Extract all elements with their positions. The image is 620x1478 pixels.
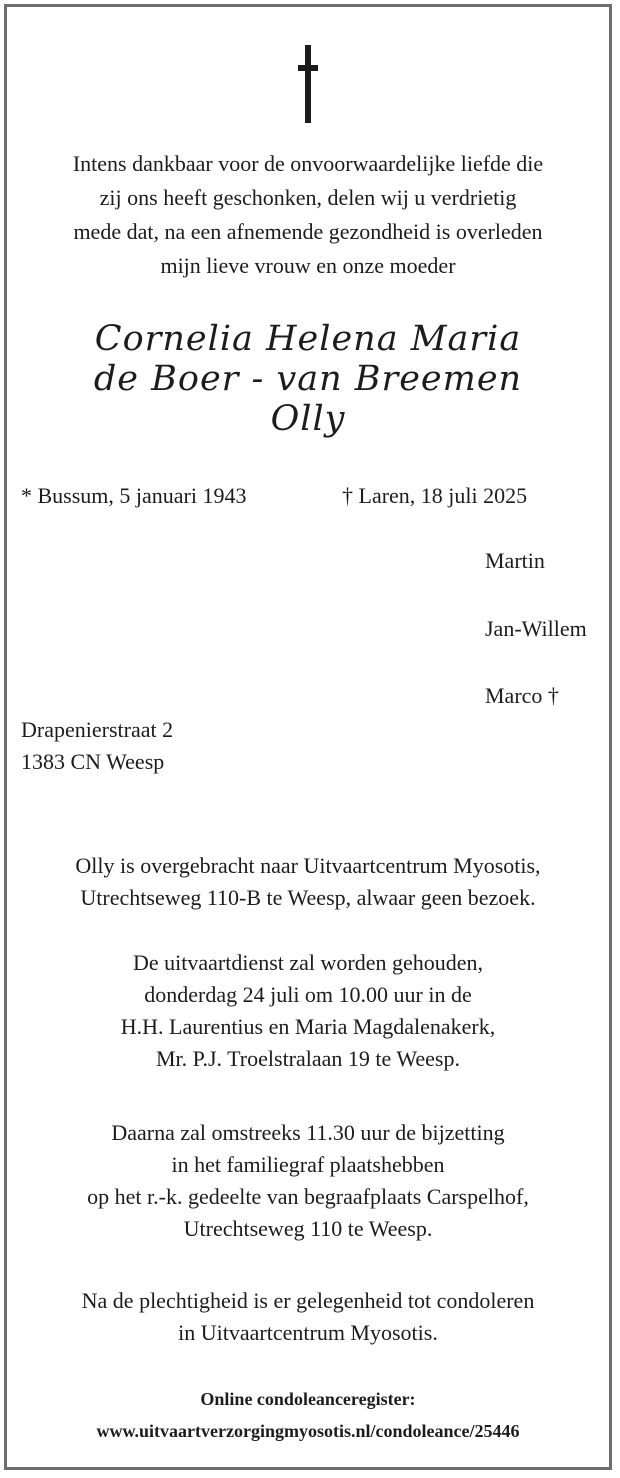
name-line: Olly <box>270 399 346 439</box>
intro-line: Intens dankbaar voor de onvoorwaardelijke liefde die <box>72 151 544 176</box>
address <box>21 714 173 778</box>
online-register-link[interactable]: www.uitvaartverzorgingmyosotis.nl/condoleance/25446 <box>96 1421 520 1441</box>
transfer-paragraph <box>7 850 609 914</box>
paragraph-line: H.H. Laurentius en Maria Magdalenakerk, <box>120 1014 496 1039</box>
intro-text <box>7 147 609 283</box>
burial-paragraph <box>7 1117 609 1245</box>
name-line: Cornelia Helena Maria <box>94 319 522 359</box>
address-line: Drapenierstraat 2 <box>21 717 174 742</box>
paragraph-line: in het familiegraf plaatshebben <box>171 1152 445 1177</box>
birth-date: * Bussum, 5 januari 1943 <box>21 483 247 508</box>
paragraph-line: donderdag 24 juli om 10.00 uur in de <box>144 982 472 1007</box>
paragraph-line: Daarna zal omstreeks 11.30 uur de bijzetting <box>111 1120 505 1145</box>
address-line: 1383 CN Weesp <box>21 749 165 774</box>
intro-line: zij ons heeft geschonken, delen wij u verdrietig <box>99 185 517 210</box>
child-name: Martin <box>485 548 545 573</box>
online-register-label: Online condoleanceregister: <box>200 1389 416 1409</box>
paragraph-line: Utrechtseweg 110 te Weesp. <box>183 1216 433 1241</box>
paragraph-line: Mr. P.J. Troelstralaan 19 te Weesp. <box>156 1046 460 1071</box>
paragraph-line: De uitvaartdienst zal worden gehouden, <box>132 950 484 975</box>
paragraph-line: Na de plechtigheid is er gelegenheid tot condoleren <box>81 1288 535 1313</box>
service-paragraph <box>7 947 609 1075</box>
child-name: Marco † <box>485 683 559 708</box>
paragraph-line: Olly is overgebracht naar Uitvaartcentrum Myosotis, <box>75 853 541 878</box>
child-name: Jan-Willem <box>485 616 587 641</box>
name-line: de Boer - van Breemen <box>93 359 523 399</box>
notice-frame <box>4 4 612 1470</box>
paragraph-line: Utrechtseweg 110-B te Weesp, alwaar geen bezoek. <box>80 885 536 910</box>
paragraph-line: op het r.-k. gedeelte van begraafplaats Carspelhof, <box>87 1184 529 1209</box>
intro-line: mede dat, na een afnemende gezondheid is overleden <box>73 219 543 244</box>
condolence-paragraph <box>7 1285 609 1349</box>
cross-icon <box>298 45 318 123</box>
intro-line: mijn lieve vrouw en onze moeder <box>160 253 456 278</box>
death-date: † Laren, 18 juli 2025 <box>342 483 528 508</box>
online-register <box>7 1383 609 1447</box>
deceased-name <box>7 319 609 439</box>
paragraph-line: in Uitvaartcentrum Myosotis. <box>178 1320 438 1345</box>
